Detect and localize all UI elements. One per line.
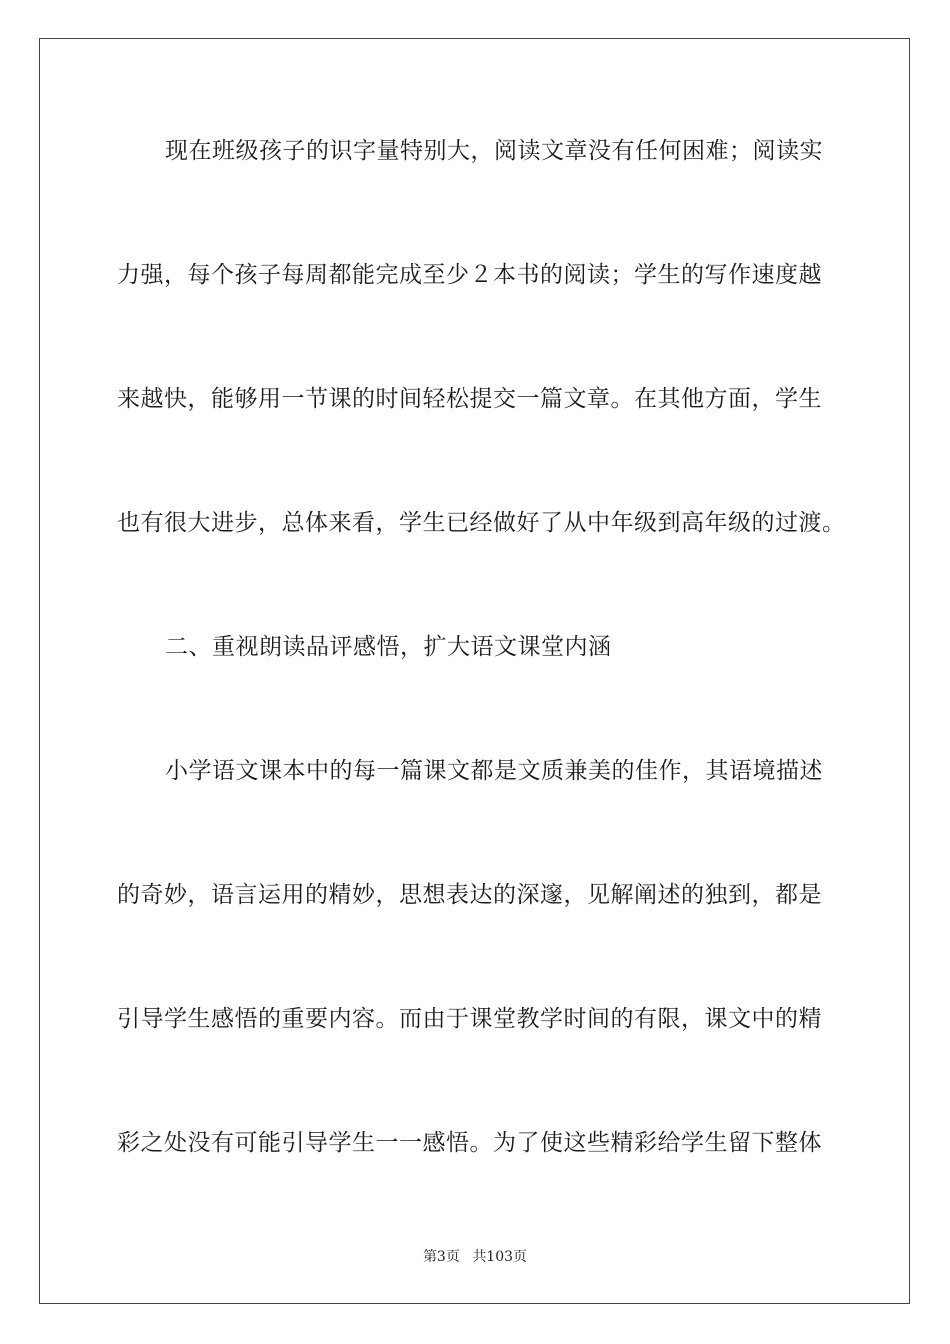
paragraph-line: 的奇妙，语言运用的精妙，思想表达的深邃，见解阐述的独到，都是: [117, 882, 822, 908]
paragraph-line: 引导学生感悟的重要内容。而由于课堂教学时间的有限，课文中的精: [117, 1006, 822, 1032]
page-number: 第3页: [422, 1249, 460, 1265]
paragraph-line: 小学语文课本中的每一篇课文都是文质兼美的佳作，其语境描述: [165, 758, 823, 784]
paragraph-line: 现在班级孩子的识字量特别大，阅读文章没有任何困难；阅读实: [165, 138, 823, 164]
paragraph-line: 也有很大进步，总体来看，学生已经做好了从中年级到高年级的过渡。: [117, 510, 846, 536]
paragraph-line: 来越快，能够用一节课的时间轻松提交一篇文章。在其他方面，学生: [117, 386, 822, 412]
paragraph-line: 彩之处没有可能引导学生一一感悟。为了使这些精彩给学生留下整体: [117, 1130, 822, 1156]
page-footer: [0, 1248, 950, 1266]
page-border: [39, 38, 910, 1304]
paragraph-line: 力强，每个孩子每周都能完成至少２本书的阅读；学生的写作速度越: [117, 262, 822, 288]
page-total: 共103页: [472, 1249, 528, 1265]
section-heading: 二、重视朗读品评感悟，扩大语文课堂内涵: [165, 634, 612, 660]
